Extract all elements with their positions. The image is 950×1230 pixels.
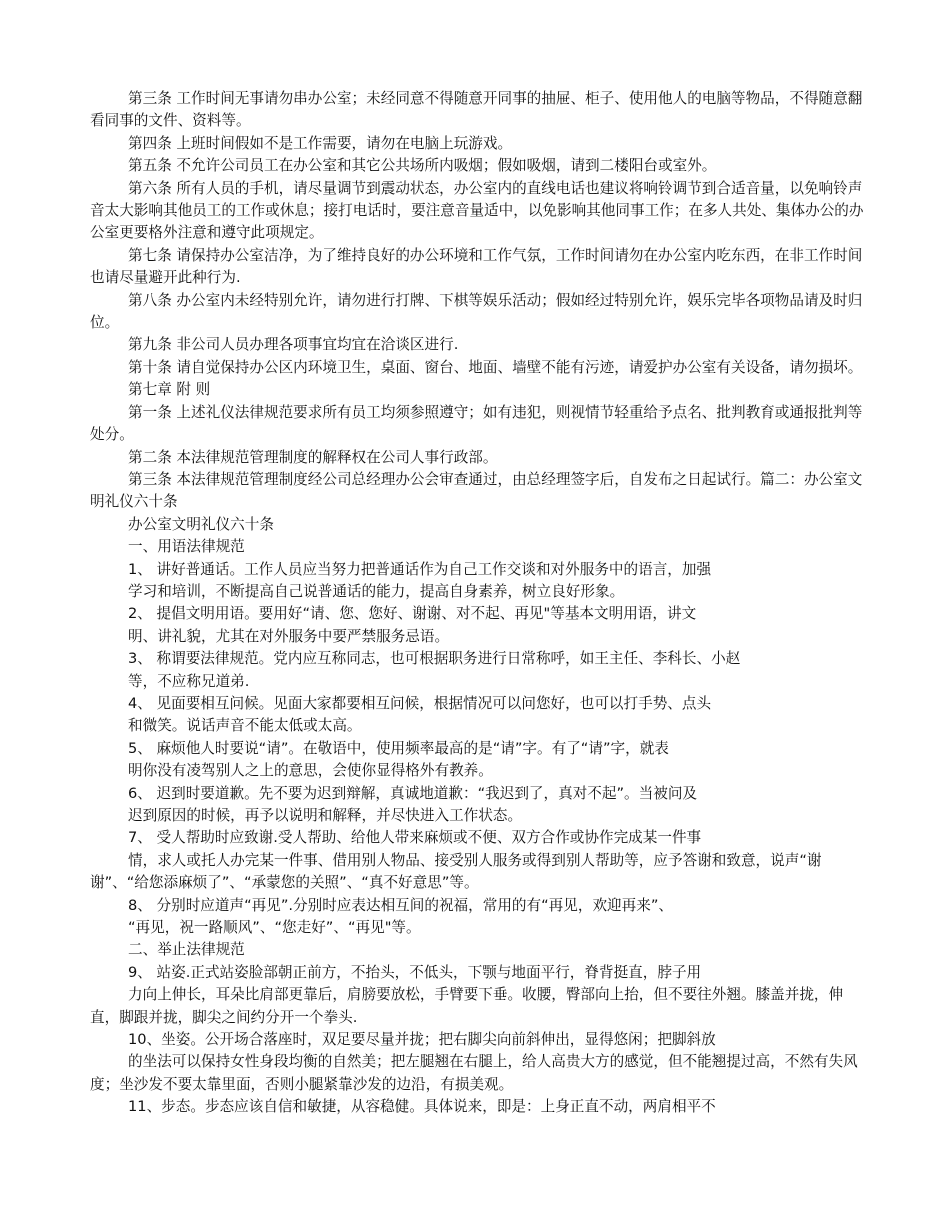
item-10-line-1: 10、坐姿。公开场合落座时，双足要尽量并拢；把右脚尖向前斜伸出，显得悠闲；把脚斜放 (128, 1031, 716, 1049)
item-11-line-1: 11、步态。步态应该自信和敏捷，从容稳健。具体说来，即是：上身正直不动，两肩相平不 (128, 1098, 716, 1116)
item-7-line-1: 7、 受人帮助时应致谢.受人帮助、给他人带来麻烦或不便、双方合作或协作完成某一件事 (128, 829, 702, 847)
supplementary-article-3: 第三条 本法律规范管理制度经公司总经理办公会审查通过，由总经理签字后，自发布之日起试行。篇二：办公室文明礼仪六十条 (90, 470, 863, 511)
supplementary-article-1: 第一条 上述礼仪法律规范要求所有员工均须参照遵守；如有违犯，则视情节轻重给予点名、批判教育或通报批判等处分。 (90, 403, 863, 444)
item-2-line-2: 明、讲礼貌，尤其在对外服务中要严禁服务忌语。 (128, 627, 450, 645)
item-8-line-2: “再见，祝一路顺风”、“您走好”、“再见"等。 (128, 919, 421, 937)
item-1-line-2: 学习和培训，不断提高自己说普通话的能力，提高自身素养，树立良好形象。 (128, 582, 625, 600)
item-9-line-2: 力向上伸长，耳朵比肩部更靠后，肩膀要放松，手臂要下垂。收腰，臀部向上抬，但不要往外翘。膝盖并拢，伸直，脚跟并拢，脚尖之间约分开一个拳头. (90, 986, 844, 1026)
item-2-line-1: 2、 提倡文明用语。要用好“请、您、您好、谢谢、对不起、再见"等基本文明用语，讲文 (128, 605, 697, 623)
item-4-line-2: 和微笑。说话声音不能太低或太高。 (128, 717, 362, 735)
item-3-line-1: 3、 称谓要法律规范。党内应互称同志，也可根据职务进行日常称呼，如王主任、李科长、小赵 (128, 650, 741, 668)
item-5-line-2: 明你没有凌驾别人之上的意思，会使你显得格外有教养。 (128, 762, 493, 780)
item-10-line-2: 的坐法可以保持女性身段均衡的自然美；把左腿翘在右腿上，给人高贵大方的感觉，但不能翘提过高，不然有失风度；坐沙发不要太靠里面，否则小腿紧靠沙发的边沿，有损美观。 (90, 1053, 858, 1093)
article-10: 第十条 请自觉保持办公区内环境卫生，桌面、窗台、地面、墙壁不能有污迹，请爱护办公室有关设备，请勿损坏。 (128, 358, 863, 376)
article-8: 第八条 办公室内未经特别允许，请勿进行打牌、下棋等娱乐活动；假如经过特别允许，娱乐完毕各项物品请及时归位。 (90, 291, 863, 332)
item-3-line-2: 等，不应称兄道弟. (128, 672, 250, 690)
item-5-line-1: 5、 麻烦他人时要说“请”。在敬语中，使用频率最高的是“请”字。有了“请”字，就表 (128, 739, 669, 757)
chapter-7-heading: 第七章 附 则 (128, 381, 211, 399)
article-4: 第四条 上班时间假如不是工作需要，请勿在电脑上玩游戏。 (128, 134, 513, 152)
item-8-line-1: 8、 分别时应道声“再见”.分别时应表达相互间的祝福，常用的有“再见，欢迎再来”、 (128, 896, 673, 914)
item-7-line-2: 情，求人或托人办完某一件事、借用别人物品、接受别人服务或得到别人帮助等，应予答谢和致意，说声“谢谢”、“给您添麻烦了”、“承蒙您的关照”、“真不好意思”等。 (90, 851, 822, 892)
item-6-line-2: 迟到原因的时候，再予以说明和解释，并尽快进入工作状态。 (128, 807, 523, 824)
article-9: 第九条 非公司人员办理各项事宜均宜在洽谈区进行. (128, 336, 459, 354)
item-6-line-1: 6、 迟到时要道歉。先不要为迟到辩解，真诚地道歉：“我迟到了，真对不起”。当被问及 (128, 784, 698, 802)
heading-behavior-norms: 二、举止法律规范 (128, 941, 245, 959)
article-3: 第三条 工作时间无事请勿串办公室；未经同意不得随意开同事的抽屉、柜子、使用他人的电脑等物品，不得随意翻看同事的文件、资料等。 (90, 90, 863, 130)
supplementary-article-2: 第二条 本法律规范管理制度的解释权在公司人事行政部。 (128, 448, 498, 466)
item-9-line-1: 9、 站姿.正式站姿脸部朝正前方，不抬头，不低头，下颚与地面平行，脊背挺直，脖子用 (128, 963, 702, 981)
document-body (90, 88, 865, 1119)
article-6: 第六条 所有人员的手机，请尽量调节到震动状态，办公室内的直线电话也建议将响铃调节到合适音量，以免响铃声音太大影响其他员工的工作或休息；接打电话时，要注意音量适中，以免影响其他同事工作；在多人共处、集体办公的办公室更要格外注意和遵守此项规定。 (90, 179, 864, 242)
item-1-line-1: 1、 讲好普通话。工作人员应当努力把普通话作为自己工作交谈和对外服务中的语言，加强 (128, 560, 712, 578)
article-5: 第五条 不允许公司员工在办公室和其它公共场所内吸烟；假如吸烟，请到二楼阳台或室外。 (128, 157, 717, 175)
item-4-line-1: 4、 见面要相互问候。见面大家都要相互问候，根据情况可以问您好，也可以打手势、点头 (128, 694, 712, 712)
article-7: 第七条 请保持办公室洁净，为了维持良好的办公环境和工作气氛，工作时间请勿在办公室内吃东西，在非工作时间也请尽量避开此种行为. (90, 246, 863, 287)
heading-language-norms: 一、用语法律规范 (128, 538, 245, 556)
section-title: 办公室文明礼仪六十条 (128, 515, 274, 533)
